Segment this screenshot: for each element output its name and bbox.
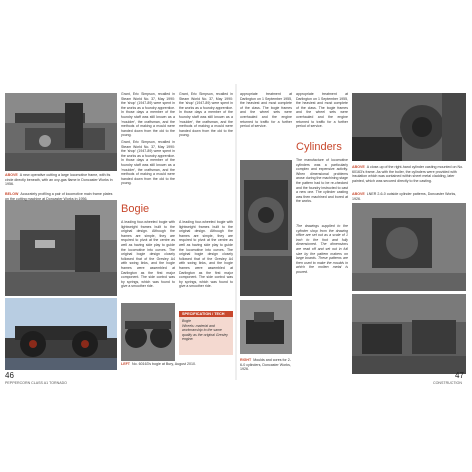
caption-text: LNER 2-6-0 outside cylinder patterns, Doncaster Works, 1926. [352, 192, 457, 201]
photo-patterns-image [352, 203, 466, 291]
photo-bogie-wheels [121, 303, 175, 361]
right-text-column [240, 92, 292, 152]
caption-profiling [5, 192, 117, 201]
page-number-left: 46 [5, 371, 14, 380]
spec-box [179, 311, 233, 355]
photo-moulds [352, 294, 466, 374]
photo-cylinder-mounted [352, 93, 466, 161]
section-heading-cylinders: Cylinders [296, 141, 342, 153]
photo-patterns [352, 203, 466, 291]
caption-frame-cutting [5, 173, 117, 187]
caption-tag: BELOW [5, 192, 19, 196]
folio-right: CONSTRUCTION [433, 381, 462, 385]
section-heading-bogie: Bogie [121, 203, 150, 215]
spec-box-body: Wheels: material and workmanship to the same quality as the original Gresley engine. [182, 323, 228, 342]
gutter [235, 84, 237, 380]
body-paragraph: Grant, Eric Simpson, recalled in Steam World No. 37, May 1990: the 'shop' (1947-89) were spent in the works as a foundry apprentice. In those days a member of the foundry staff was still known as a 'moulder', the craftsman, and the methods of making a mould were handed down from the old to the young. [121, 92, 175, 138]
folio-left: PEPPERCORN CLASS A1 TORNADO [5, 381, 67, 385]
photo-cylinder-mounted-image [352, 93, 466, 161]
photo-cylinder-closeup [240, 160, 292, 296]
photo-frame-cutting [5, 93, 117, 171]
photo-frame-cutting-image [5, 93, 117, 171]
body-paragraph: The manufacture of locomotive cylinders was a particularly complex and expensive activity. When dimensional problems arose during the machining stage the pattern had to be re-checked and the foundry instructed to cast a new one. The cylinder casting was then machined and bored at the works. [296, 158, 348, 204]
photo-cylinder-closeup-image [240, 160, 292, 296]
caption-text: A close-up of the right-hand cylinder casting mounted on No. 60163's frame. As with the boiler, the cylinders were provided with insulation which was contained within sheet metal cladding, later painted, which was secured directly to the casting. [352, 165, 464, 183]
caption-tag: ABOVE [5, 173, 18, 177]
photo-cylinder-bench-image [240, 300, 292, 354]
caption-tag: ABOVE [352, 165, 365, 169]
caption-bogie [121, 362, 233, 367]
body-paragraph: A leading four-wheeled bogie with lightweight frames built to the original design. Although the frames are simple, they are required to pivot at the centre as well as having side play to guide the locomotive into curves. The original bogie design closely followed that of the Gresley A4 with swing links, and the bogie frames were assembled at Darlington as the first major component. The side control was by springs, which was found to give a smoother ride. [179, 220, 233, 289]
photo-profiling-image [5, 200, 117, 296]
caption-patterns [352, 192, 466, 201]
caption-text: Moulds and cores for 2-6-0 cylinders, Doncaster Works, 1926. [240, 358, 291, 372]
caption-moulds [240, 358, 292, 372]
photo-cylinder-bench [240, 300, 292, 354]
body-paragraph: appropriate treatment at Darlington on 1 September 1955, the heaviest and most complete of the class. The bogie frames and the wheel sets were overhauled and the engine returned to traffic for a further period of service. [296, 92, 348, 129]
body-paragraph: A leading four-wheeled bogie with lightweight frames built to the original design. Although the frames are simple, they are required to pivot at the centre as well as having side play to guide the locomotive into curves. The original bogie design closely followed that of the Gresley A4 with swing links, and the bogie frames were assembled at Darlington as the first major component. The side control was by springs, which was found to give a smoother ride. [121, 220, 175, 289]
bogie-text-column [121, 220, 175, 302]
photo-bogie-image [5, 298, 117, 370]
spec-box-text [179, 317, 233, 344]
left-text-column [121, 92, 175, 140]
bogie-text-column-2 [179, 220, 233, 302]
quote-column [296, 224, 348, 354]
caption-text: No. 60163's bogie at Bury, August 2010. [131, 362, 196, 366]
cylinders-text-column [296, 158, 348, 222]
photo-bogie-wheels-image [121, 303, 175, 361]
spec-box-label: Bogie [182, 319, 191, 323]
left-mid-column [121, 140, 175, 200]
photo-profiling [5, 200, 117, 296]
caption-text: A new operative cutting a large locomotive frame, with its circle directly beneath, with an oxy-gas flame in Doncaster Works in 1956. [5, 173, 113, 187]
caption-tag: LEFT [121, 362, 130, 366]
photo-moulds-image [352, 294, 466, 374]
quote-paragraph: The drawings supplied to the cylinder shop from the drawing office are set out as a scale of 1 inch to the foot and fully dimensioned. The dimensions are read off and set out in full size by the pattern makers on large boards. These patterns are then used to make the moulds in which the molten metal is poured. [296, 224, 348, 274]
right-text-column-2 [296, 92, 348, 140]
left-right-column [179, 92, 233, 202]
body-paragraph: Grant, Eric Simpson, recalled in Steam World No. 37, May 1990: the 'shop' (1947-89) were spent in the works as a foundry apprentice. In those days a member of the foundry staff was still known as a 'moulder', the craftsman, and the methods of making a mould were handed down from the old to the young. [179, 92, 233, 138]
caption-tag: ABOVE [352, 192, 365, 196]
body-paragraph: Grant, Eric Simpson, recalled in Steam World No. 37, May 1990: the 'shop' (1947-89) were spent in the works as a foundry apprentice. In those days a member of the foundry staff was still known as a 'moulder', the craftsman, and the methods of making a mould were handed down from the old to the young. [121, 140, 175, 186]
caption-text: Accurately profiling a pair of locomotive main frame plates on the cutting machine at Doncaster Works in 1956. [5, 192, 113, 201]
body-paragraph: appropriate treatment at Darlington on 1 September 1955, the heaviest and most complete of the class. The bogie frames and the wheel sets were overhauled and the engine returned to traffic for a further period of service. [240, 92, 292, 129]
page-number-right: 47 [455, 371, 464, 380]
photo-bogie [5, 298, 117, 370]
caption-tag: RIGHT [240, 358, 252, 362]
caption-cylinder-mounted [352, 165, 466, 183]
spec-box-title: SPECIFICATION / TECH [179, 311, 233, 317]
